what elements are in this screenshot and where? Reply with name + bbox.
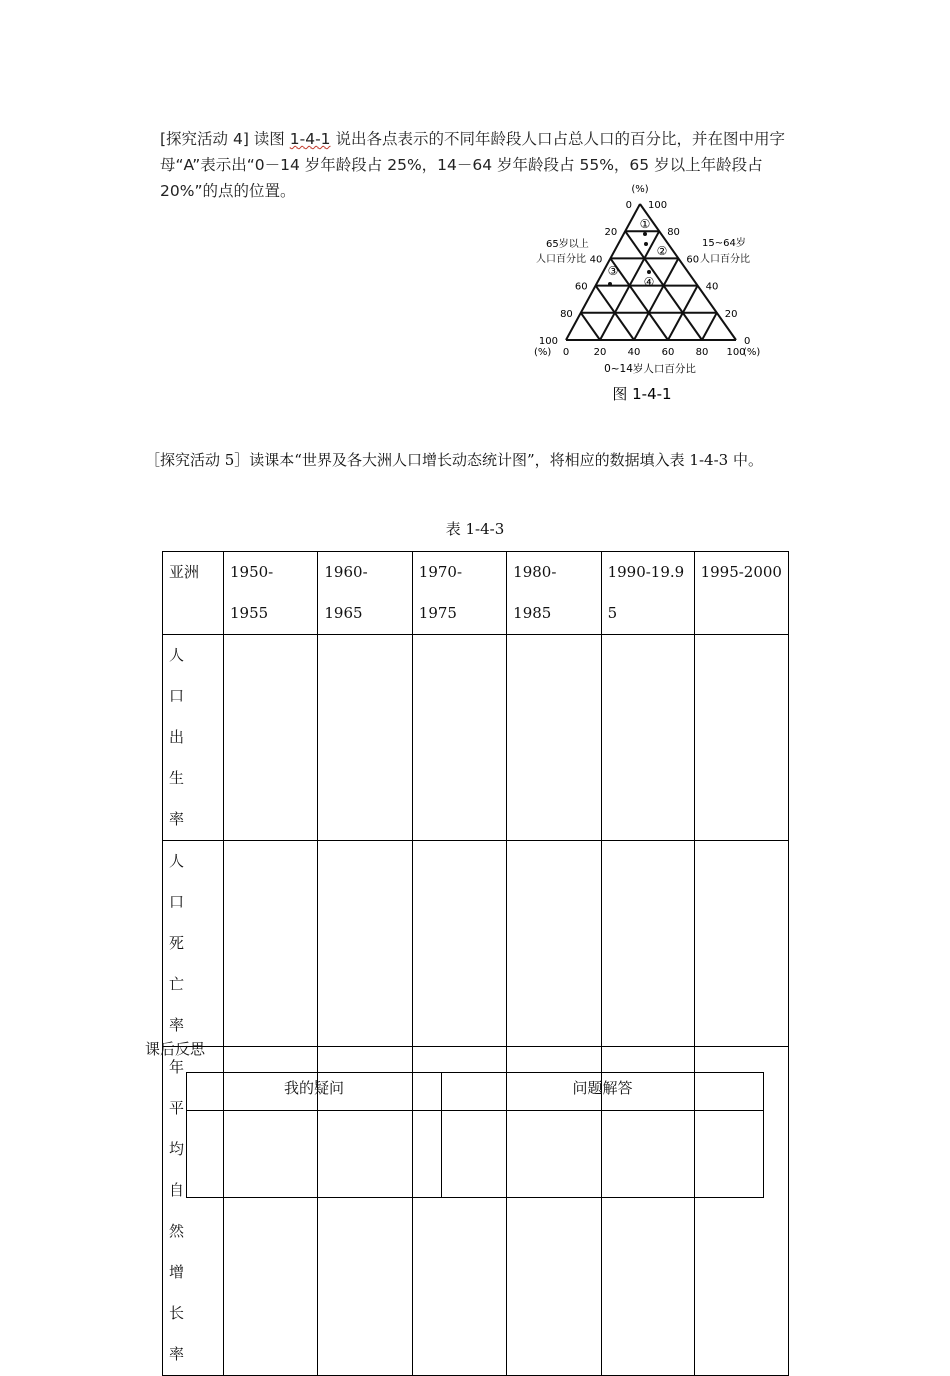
triangle-edge	[566, 204, 640, 340]
point-label: ③	[607, 264, 619, 278]
activity5-text: ［探究活动 5］读课本“世界及各大洲人口增长动态统计图”，将相应的数据填入表 1-4-3 中。	[145, 451, 763, 469]
right-tick-label: 80	[667, 227, 680, 239]
table-cell[interactable]	[224, 841, 318, 1047]
table-cell[interactable]	[694, 841, 788, 1047]
table-row	[163, 635, 789, 841]
activity4-rest: 说出各点表示的不同年龄段人口占总人口的百分比，并在图中用字母“A”表示出“0－14 岁年龄段占 25%，14－64 岁年龄段占 55%，65 岁以上年龄段占 20%”的点的位置。	[160, 130, 785, 200]
left-tick-label: 100	[538, 336, 558, 347]
left-tick-label: 80	[560, 308, 573, 320]
column-header: 1970-1975	[412, 552, 506, 635]
left-tick-label: 40	[589, 254, 603, 266]
reflection-col-questions: 我的疑问	[187, 1073, 442, 1111]
reflection-row	[187, 1111, 764, 1198]
row-header: 人口死亡率	[163, 841, 224, 1047]
point-marker	[608, 282, 612, 286]
table-cell[interactable]	[412, 841, 506, 1047]
table-header-row	[163, 552, 789, 635]
table-cell[interactable]	[507, 841, 601, 1047]
reflection-answer-cell[interactable]	[442, 1111, 764, 1198]
column-header: 1950-1955	[224, 552, 318, 635]
right-tick-label: 100	[648, 200, 668, 211]
right-tick-label: 20	[724, 308, 738, 320]
pct-bottom-left: (%)	[534, 347, 552, 358]
table-cell[interactable]	[601, 841, 694, 1047]
left-tick-label: 60	[574, 281, 588, 293]
point-label: ④	[643, 275, 655, 289]
row-header: 人口出生率	[163, 635, 224, 841]
pct-top-label: (%)	[631, 184, 649, 195]
right-tick-label: 0	[744, 336, 751, 347]
ternary-diagram	[526, 176, 786, 408]
table-caption: 表 1-4-3	[445, 520, 505, 538]
point-marker	[647, 270, 651, 274]
reflection-title: 课后反思	[145, 1040, 206, 1058]
reflection-header-row	[187, 1073, 764, 1111]
table-cell[interactable]	[694, 635, 788, 841]
data-table	[162, 551, 789, 1376]
table-cell[interactable]	[224, 635, 318, 841]
reflection-question-cell[interactable]	[187, 1111, 442, 1198]
point-marker	[643, 232, 647, 236]
table-cell[interactable]	[318, 841, 412, 1047]
grid-line	[702, 313, 717, 340]
reflection-col-answers: 问题解答	[442, 1073, 764, 1111]
table-cell[interactable]	[601, 635, 694, 841]
bottom-tick-label: 40	[627, 347, 641, 358]
grid-line	[634, 258, 678, 340]
left-tick-label: 0	[625, 200, 632, 211]
bottom-axis-label: 0~14岁人口百分比	[604, 363, 696, 375]
bottom-tick-label: 0	[562, 347, 570, 358]
left-axis-label-2: 人口百分比	[536, 254, 586, 265]
point-marker	[644, 242, 648, 246]
column-header: 1995-2000	[694, 552, 788, 635]
bottom-tick-label: 20	[593, 347, 607, 358]
table-corner-cell: 亚洲	[163, 552, 224, 635]
table-row	[163, 841, 789, 1047]
figure-caption: 图 1-4-1	[612, 385, 672, 403]
right-tick-label: 40	[705, 281, 719, 293]
left-tick-label: 20	[604, 227, 618, 239]
pct-bottom-right: (%)	[743, 347, 761, 358]
reflection-table	[186, 1072, 764, 1198]
table-cell[interactable]	[318, 635, 412, 841]
table-cell[interactable]	[507, 635, 601, 841]
bottom-tick-label: 80	[695, 347, 709, 358]
bottom-tick-label: 60	[661, 347, 675, 358]
column-header: 1960-1965	[318, 552, 412, 635]
activity4-prefix: [探究活动 4] 读图	[160, 130, 290, 148]
row-header: 年平均自然增长率	[163, 1047, 224, 1376]
column-header: 1990-19.95	[601, 552, 694, 635]
right-axis-label-2: 人口百分比	[700, 254, 750, 265]
left-axis-label-1: 65岁以上	[546, 239, 589, 250]
grid-line	[581, 313, 600, 340]
table-cell[interactable]	[412, 635, 506, 841]
right-axis-label-1: 15~64岁	[702, 238, 746, 249]
point-label: ②	[656, 244, 668, 258]
activity4-figref: 1-4-1	[289, 130, 331, 148]
column-header: 1980-1985	[507, 552, 601, 635]
grid-line	[607, 258, 668, 340]
point-label: ①	[639, 217, 651, 231]
right-tick-label: 60	[686, 254, 700, 266]
bottom-tick-label: 100	[726, 347, 746, 358]
